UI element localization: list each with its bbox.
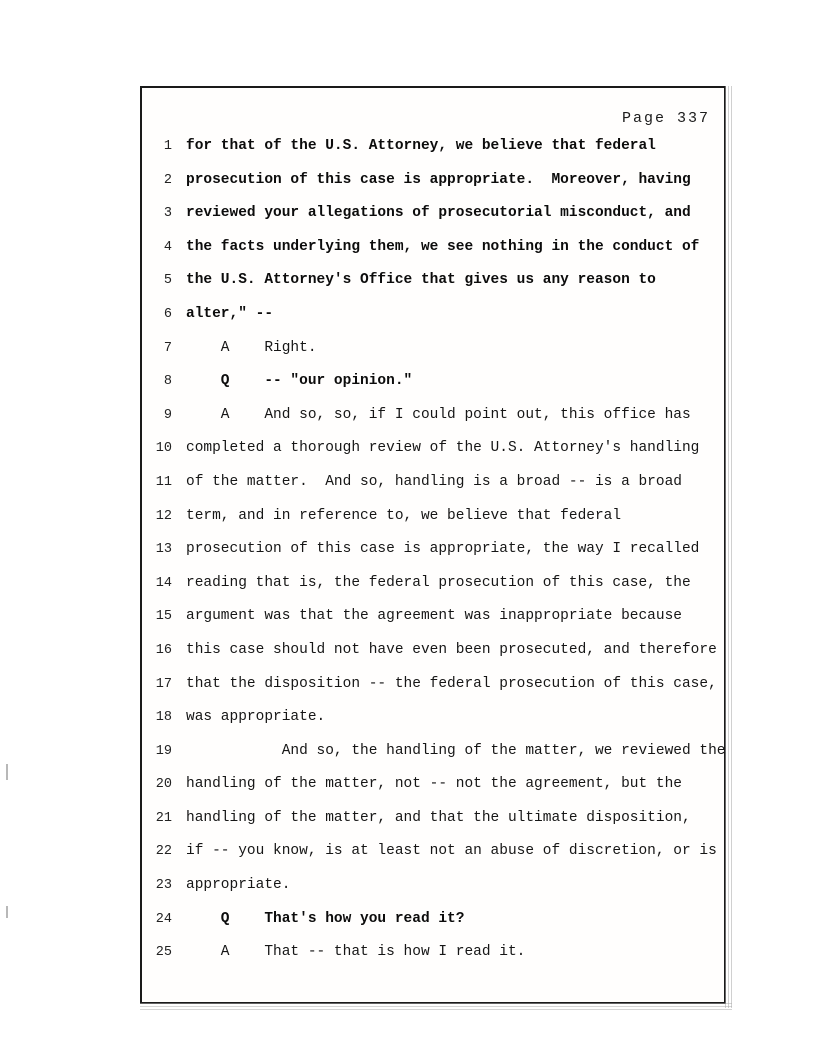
transcript-line (146, 574, 718, 608)
transcript-line (146, 439, 718, 473)
line-text: reviewed your allegations of prosecutorial misconduct, and (186, 205, 691, 222)
line-text: A That -- that is how I read it. (186, 944, 526, 961)
line-text: argument was that the agreement was inappropriate because (186, 608, 682, 625)
line-number: 1 (163, 139, 172, 154)
transcript-line (146, 473, 718, 507)
line-number: 17 (155, 676, 172, 692)
line-text: prosecution of this case is appropriate, the way I recalled (186, 541, 700, 558)
line-text: if -- you know, is at least not an abuse of discretion, or is (186, 843, 717, 860)
line-text: reading that is, the federal prosecution of this case, the (186, 574, 691, 591)
transcript-line (146, 641, 718, 675)
line-number: 18 (155, 710, 172, 726)
scan-artifact (6, 764, 8, 780)
transcript-line (146, 842, 718, 876)
line-text: was appropriate. (186, 709, 326, 726)
line-number: 25 (155, 945, 172, 961)
line-text: A Right. (186, 339, 317, 356)
line-text: for that of the U.S. Attorney, we believe that federal (186, 138, 656, 154)
line-number: 10 (155, 441, 172, 457)
line-number: 21 (155, 810, 172, 826)
line-text: the U.S. Attorney's Office that gives us any reason to (186, 272, 656, 289)
transcript-line (146, 137, 718, 171)
transcript-line (146, 742, 726, 776)
line-text: prosecution of this case is appropriate. Moreover, having (186, 171, 691, 188)
transcript-line (146, 339, 718, 373)
line-number: 5 (163, 273, 172, 289)
line-text: Q That's how you read it? (186, 910, 465, 927)
line-text: alter," -- (186, 305, 274, 322)
transcript-line (146, 943, 718, 977)
transcript-line (146, 708, 718, 742)
page-edge-shadow (725, 86, 733, 1008)
line-number: 12 (155, 508, 172, 524)
line-number: 20 (155, 777, 172, 793)
transcript-line (146, 372, 718, 406)
transcript-line (146, 540, 718, 574)
transcript-line (146, 675, 718, 709)
page-number-label: Page 337 (621, 110, 710, 127)
transcript-line (146, 507, 718, 541)
transcript-line (146, 171, 718, 205)
line-text: And so, the handling of the matter, we reviewed the (186, 742, 726, 759)
line-number: 9 (163, 407, 172, 423)
transcript-line (146, 607, 718, 641)
line-text: Q -- "our opinion." (186, 373, 413, 390)
line-number: 14 (155, 575, 172, 591)
scan-artifact (6, 906, 8, 918)
line-number: 7 (163, 340, 172, 356)
line-number: 19 (155, 743, 172, 759)
line-number: 3 (163, 206, 172, 222)
line-number: 6 (163, 306, 172, 322)
line-text: of the matter. And so, handling is a broad -- is a broad (186, 473, 682, 490)
transcript-line (146, 910, 718, 944)
line-text: term, and in reference to, we believe that federal (186, 507, 622, 524)
line-text: A And so, so, if I could point out, this office has (186, 406, 691, 423)
transcript-line (146, 271, 718, 305)
transcript-line (146, 406, 718, 440)
line-text: completed a thorough review of the U.S. Attorney's handling (186, 440, 700, 457)
line-number: 2 (163, 172, 172, 188)
transcript-line (146, 876, 718, 910)
transcript-line (146, 238, 718, 272)
transcript-page (140, 86, 726, 1004)
line-text: this case should not have even been prosecuted, and therefore (186, 641, 717, 658)
line-number: 4 (163, 239, 172, 255)
line-number: 24 (155, 911, 172, 927)
line-number: 22 (155, 844, 172, 860)
line-text: handling of the matter, and that the ultimate disposition, (186, 809, 691, 826)
page-edge-shadow (140, 1003, 732, 1010)
line-text: that the disposition -- the federal prosecution of this case, (186, 675, 717, 692)
line-number: 23 (155, 878, 172, 894)
line-text: handling of the matter, not -- not the agreement, but the (186, 776, 682, 793)
transcript-line (146, 204, 718, 238)
line-number: 15 (155, 609, 172, 625)
line-number: 16 (155, 642, 172, 658)
line-text: the facts underlying them, we see nothing in the conduct of (186, 238, 700, 255)
transcript-lines (146, 137, 726, 977)
transcript-line (146, 775, 718, 809)
line-number: 8 (163, 374, 172, 390)
line-text: appropriate. (186, 877, 291, 894)
line-number: 13 (155, 542, 172, 558)
transcript-line (146, 809, 718, 843)
transcript-line (146, 305, 718, 339)
line-number: 11 (155, 474, 172, 490)
